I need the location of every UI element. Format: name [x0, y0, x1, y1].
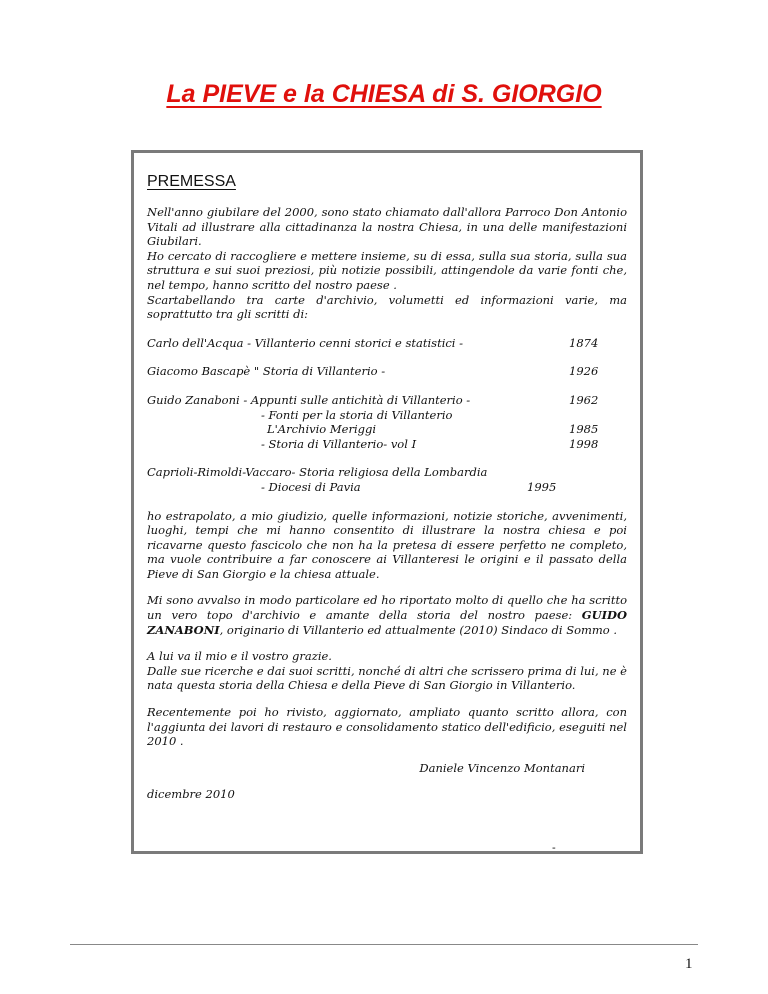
reference-text: - Storia di Villanterio- vol I: [261, 436, 417, 451]
reference-row: [147, 364, 627, 379]
reference-row: [147, 336, 627, 351]
reference-row: [147, 437, 627, 452]
thanks-line: A lui va il mio e il vostro grazie.: [147, 649, 332, 664]
reference-row: [147, 393, 627, 408]
date-line: dicembre 2010: [147, 787, 235, 802]
reference-year: 1995: [527, 479, 557, 494]
reference-row: [147, 480, 627, 495]
premessa-content: [147, 173, 627, 854]
premessa-box: [131, 150, 643, 854]
reference-year: 1926: [569, 364, 599, 379]
paragraph-origin: Dalle sue ricerche e dai suoi scritti, nonché di altri che scrissero prima di lui, ne è nata questa storia della Chiesa e della Pieve di San Giorgio in Villanterio.: [147, 663, 627, 693]
reference-year: 1874: [569, 335, 599, 350]
reference-text: Giacomo Bascapè " Storia di Villanterio -: [147, 364, 386, 379]
dash-mark: -: [552, 841, 556, 854]
reference-year: 1985: [569, 422, 599, 437]
intro-paragraph-3: Scartabellando tra carte d'archivio, volumetti ed informazioni varie, ma soprattutto tra gli scritti di:: [147, 292, 627, 322]
signature: Daniele Vincenzo Montanari: [419, 760, 585, 775]
premessa-body: [147, 205, 627, 802]
page-title: La PIEVE e la CHIESA di S. GIORGIO: [166, 80, 602, 108]
paragraph-zanaboni: Mi sono avvalso in modo particolare ed ho riportato molto di quello che ha scritto un vero topo d'archivio e amante della storia del nostro paese: GUIDO ZANABONI, originario di Villanterio ed attualmente (2010) Sindaco di Sommo .: [147, 593, 627, 637]
reference-text: L'Archivio Meriggi: [267, 422, 377, 437]
reference-year: 1998: [569, 436, 599, 451]
reference-text: Guido Zanaboni - Appunti sulle antichità di Villanterio -: [147, 392, 471, 407]
paragraph-sources: ho estrapolato, a mio giudizio, quelle informazioni, notizie storiche, avvenimenti, luoghi, tempi che mi hanno consentito di illustrare la nostra chiesa e poi ricavarne questo fascicolo che non ha la pretesa di essere perfetto ne completo, ma vuole contribuire a far conoscere ai Villanteresi le origini e il passato della Pieve di San Giorgio e la chiesa attuale.: [147, 508, 627, 581]
section-heading: PREMESSA: [147, 173, 236, 190]
intro-paragraph-1: Nell'anno giubilare del 2000, sono stato chiamato dall'allora Parroco Don Antonio Vitali ad illustrare alla cittadinanza la nostra Chiesa, in una delle manifestazioni Giubilari.: [147, 205, 627, 249]
reference-row: [147, 422, 627, 437]
page-number: 1: [685, 956, 693, 972]
paragraph-update: Recentemente poi ho rivisto, aggiornato, ampliato quanto scritto allora, con l'aggiunta dei lavori di restauro e consolidamento statico dell'edificio, eseguiti nel 2010 .: [147, 705, 627, 749]
reference-text: Caprioli-Rimoldi-Vaccaro- Storia religiosa della Lombardia: [147, 465, 488, 480]
reference-subitem: - Fonti per la storia di Villanterio: [261, 407, 453, 422]
intro-paragraph-2: Ho cercato di raccogliere e mettere insieme, su di essa, sulla sua storia, sulla sua struttura e sui suoi preziosi, più notizie possibili, attingendole da varie fonti che, nel tempo, hanno scritto del nostro paese .: [147, 248, 627, 292]
author-name: GUIDO ZANABONI: [147, 608, 627, 637]
reference-year: 1962: [569, 392, 599, 407]
footer-rule: [70, 944, 698, 945]
reference-text: Carlo dell'Acqua - Villanterio cenni storici e statistici -: [147, 335, 464, 350]
reference-text: - Diocesi di Pavia: [261, 479, 361, 494]
